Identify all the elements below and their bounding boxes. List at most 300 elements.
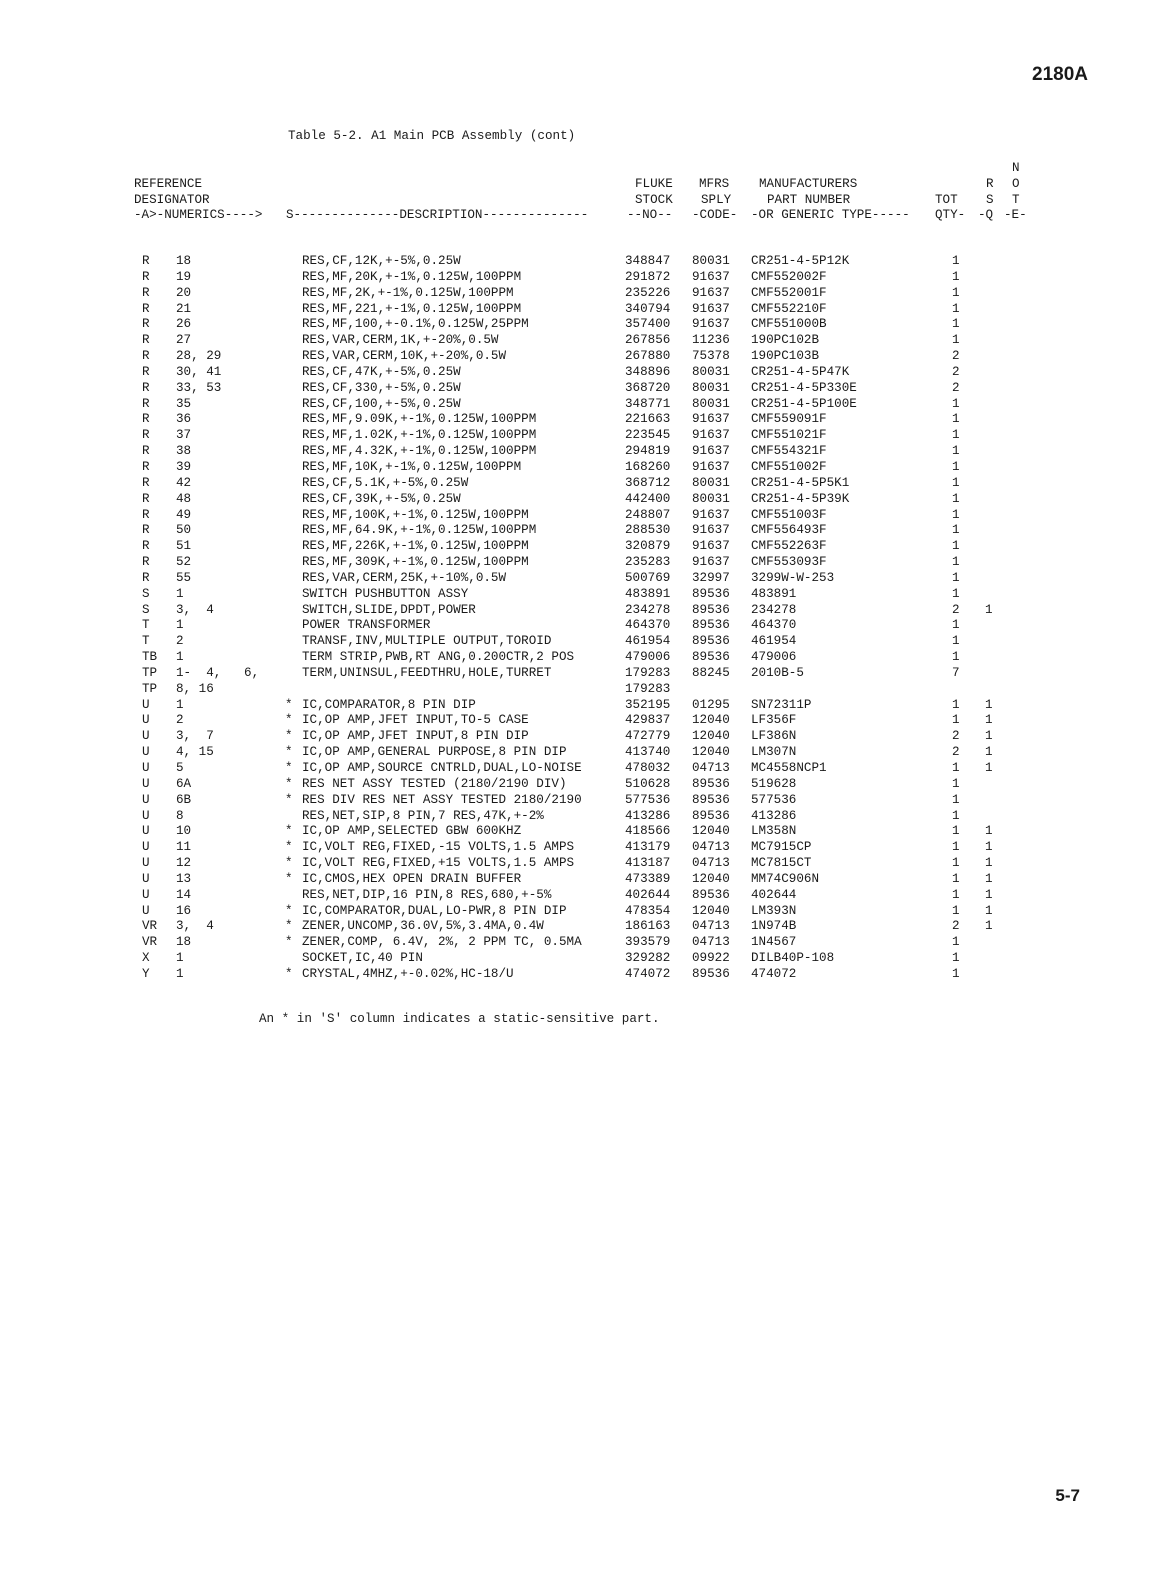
mfrs-sply-code: 75378	[692, 349, 730, 364]
mfr-part-number: 234278	[751, 602, 797, 617]
part-description: RES,MF,64.9K,+-1%,0.125W,100PPM	[302, 523, 537, 538]
part-description: RES,MF,4.32K,+-1%,0.125W,100PPM	[302, 444, 537, 459]
part-description: RES,CF,47K,+-5%,0.25W	[302, 364, 461, 379]
table-row	[0, 349, 1174, 365]
mfr-part-number: CMF553093F	[751, 555, 827, 570]
table-row	[0, 555, 1174, 571]
header-s: S	[986, 193, 994, 207]
ref-numerics: 1	[176, 650, 184, 665]
table-row	[0, 587, 1174, 603]
mfr-part-number: CMF551002F	[751, 459, 827, 474]
ref-numerics: 50	[176, 523, 192, 538]
part-description: SWITCH,SLIDE,DPDT,POWER	[302, 602, 476, 617]
static-sensitive-mark: *	[285, 776, 293, 791]
ref-designator: U	[142, 761, 150, 775]
table-row	[0, 460, 1174, 476]
part-description: IC,OP AMP,SELECTED GBW 600KHZ	[302, 824, 522, 839]
ref-numerics: 4, 15	[176, 745, 214, 760]
total-qty: 1	[952, 824, 960, 839]
ref-numerics: 1	[176, 697, 184, 712]
ref-numerics: 18	[176, 935, 192, 950]
table-row	[0, 888, 1174, 904]
ref-numerics: 35	[176, 396, 192, 411]
total-qty: 1	[952, 555, 960, 570]
part-description: RES,CF,5.1K,+-5%,0.25W	[302, 475, 469, 490]
static-sensitive-mark: *	[285, 856, 293, 871]
table-row	[0, 650, 1174, 666]
mfrs-sply-code: 80031	[692, 380, 730, 395]
ref-designator: R	[142, 539, 150, 554]
fluke-stock-no: 418566	[625, 824, 671, 839]
fluke-stock-no: 478354	[625, 903, 671, 918]
part-description: RES,MF,221,+-1%,0.125W,100PPM	[302, 301, 522, 316]
recommended-qty: 1	[985, 856, 993, 871]
ref-designator: R	[142, 285, 150, 300]
ref-designator: R	[142, 380, 150, 395]
total-qty: 1	[952, 539, 960, 554]
fluke-stock-no: 402644	[625, 887, 671, 902]
total-qty: 1	[952, 301, 960, 316]
table-row	[0, 793, 1174, 809]
mfrs-sply-code: 89536	[692, 792, 730, 807]
header-manufacturers: MANUFACTURERS	[759, 177, 858, 191]
fluke-stock-no: 267880	[625, 349, 671, 364]
mfr-part-number: 413286	[751, 808, 797, 823]
table-row	[0, 618, 1174, 634]
part-description: ZENER,COMP, 6.4V, 2%, 2 PPM TC, 0.5MA	[302, 935, 582, 950]
header-designator: DESIGNATOR	[134, 193, 210, 207]
part-description: POWER TRANSFORMER	[302, 618, 431, 633]
ref-numerics: 3, 4	[176, 919, 214, 934]
table-row	[0, 476, 1174, 492]
total-qty: 2	[952, 380, 960, 395]
mfrs-sply-code: 89536	[692, 650, 730, 665]
ref-numerics: 14	[176, 887, 192, 902]
mfr-part-number: 1N974B	[751, 919, 797, 934]
mfr-part-number: CR251-4-5P330E	[751, 380, 857, 395]
part-description: SOCKET,IC,40 PIN	[302, 951, 423, 966]
fluke-stock-no: 168260	[625, 459, 671, 474]
ref-designator: U	[142, 887, 150, 902]
ref-designator: T	[142, 634, 150, 649]
mfrs-sply-code: 80031	[692, 254, 730, 268]
part-description: RES,NET,DIP,16 PIN,8 RES,680,+-5%	[302, 887, 552, 902]
part-description: IC,OP AMP,SOURCE CNTRLD,DUAL,LO-NOISE	[302, 761, 582, 775]
ref-numerics: 55	[176, 570, 192, 585]
mfr-part-number: CR251-4-5P39K	[751, 491, 850, 506]
total-qty: 1	[952, 808, 960, 823]
mfr-part-number: 479006	[751, 650, 797, 665]
ref-numerics: 51	[176, 539, 192, 554]
mfrs-sply-code: 01295	[692, 697, 730, 712]
ref-designator: Y	[142, 966, 150, 981]
fluke-stock-no: 267856	[625, 333, 671, 348]
part-description: TRANSF,INV,MULTIPLE OUTPUT,TOROID	[302, 634, 552, 649]
total-qty: 1	[952, 333, 960, 348]
fluke-stock-no: 510628	[625, 776, 671, 791]
mfrs-sply-code: 91637	[692, 285, 730, 300]
header-tot: TOT	[935, 193, 958, 207]
ref-numerics: 26	[176, 317, 192, 332]
ref-numerics: 2	[176, 634, 184, 649]
mfr-part-number: CMF554321F	[751, 444, 827, 459]
fluke-stock-no: 348896	[625, 364, 671, 379]
table-row	[0, 935, 1174, 951]
ref-designator: U	[142, 745, 150, 760]
mfr-part-number: 2010B-5	[751, 665, 804, 680]
fluke-stock-no: 179283	[625, 681, 671, 696]
fluke-stock-no: 461954	[625, 634, 671, 649]
ref-numerics: 52	[176, 555, 192, 570]
total-qty: 1	[952, 491, 960, 506]
mfr-part-number: CMF552263F	[751, 539, 827, 554]
fluke-stock-no: 413286	[625, 808, 671, 823]
mfr-part-number: 402644	[751, 887, 797, 902]
total-qty: 2	[952, 729, 960, 744]
table-row	[0, 919, 1174, 935]
mfr-part-number: CMF551003F	[751, 507, 827, 522]
total-qty: 1	[952, 475, 960, 490]
table-row	[0, 286, 1174, 302]
fluke-stock-no: 413187	[625, 856, 671, 871]
fluke-stock-no: 320879	[625, 539, 671, 554]
ref-designator: R	[142, 254, 150, 268]
recommended-qty: 1	[985, 887, 993, 902]
ref-designator: R	[142, 523, 150, 538]
mfrs-sply-code: 91637	[692, 301, 730, 316]
part-description: CRYSTAL,4MHZ,+-0.02%,HC-18/U	[302, 966, 514, 981]
fluke-stock-no: 235283	[625, 555, 671, 570]
header-t: T	[1012, 193, 1020, 207]
mfrs-sply-code: 12040	[692, 745, 730, 760]
static-sensitive-mark: *	[285, 840, 293, 855]
mfr-part-number: LF356F	[751, 713, 797, 728]
total-qty: 1	[952, 586, 960, 601]
header-r: R	[986, 177, 994, 191]
part-description: RES,MF,226K,+-1%,0.125W,100PPM	[302, 539, 529, 554]
table-row	[0, 603, 1174, 619]
fluke-stock-no: 472779	[625, 729, 671, 744]
ref-designator: R	[142, 301, 150, 316]
ref-designator: R	[142, 333, 150, 348]
part-description: IC,OP AMP,JFET INPUT,TO-5 CASE	[302, 713, 529, 728]
ref-designator: R	[142, 555, 150, 570]
ref-numerics: 10	[176, 824, 192, 839]
ref-numerics: 1	[176, 966, 184, 981]
mfr-part-number: LM393N	[751, 903, 797, 918]
total-qty: 1	[952, 317, 960, 332]
ref-designator: R	[142, 507, 150, 522]
ref-designator: U	[142, 776, 150, 791]
mfrs-sply-code: 91637	[692, 555, 730, 570]
table-row	[0, 967, 1174, 983]
part-description: RES,CF,330,+-5%,0.25W	[302, 380, 461, 395]
fluke-stock-no: 478032	[625, 761, 671, 775]
ref-designator: TB	[142, 650, 158, 665]
ref-designator: R	[142, 570, 150, 585]
table-row	[0, 539, 1174, 555]
part-description: RES,MF,100K,+-1%,0.125W,100PPM	[302, 507, 529, 522]
mfr-part-number: CR251-4-5P100E	[751, 396, 857, 411]
mfr-part-number: 519628	[751, 776, 797, 791]
mfr-part-number: 190PC102B	[751, 333, 820, 348]
mfrs-sply-code: 12040	[692, 871, 730, 886]
table-row	[0, 856, 1174, 872]
ref-designator: VR	[142, 935, 158, 950]
part-description: RES NET ASSY TESTED (2180/2190 DIV)	[302, 776, 567, 791]
parts-list	[0, 254, 1174, 983]
mfr-part-number: CR251-4-5P5K1	[751, 475, 850, 490]
ref-numerics: 1	[176, 586, 184, 601]
total-qty: 1	[952, 570, 960, 585]
table-row	[0, 428, 1174, 444]
total-qty: 1	[952, 856, 960, 871]
ref-numerics: 1	[176, 951, 184, 966]
table-row	[0, 523, 1174, 539]
static-sensitive-mark: *	[285, 697, 293, 712]
ref-numerics: 37	[176, 428, 192, 443]
total-qty: 1	[952, 697, 960, 712]
ref-numerics: 8, 16	[176, 681, 214, 696]
part-description: RES DIV RES NET ASSY TESTED 2180/2190	[302, 792, 582, 807]
part-description: RES,VAR,CERM,25K,+-10%,0.5W	[302, 570, 507, 585]
mfr-part-number: 461954	[751, 634, 797, 649]
mfrs-sply-code: 91637	[692, 317, 730, 332]
table-row	[0, 761, 1174, 777]
ref-designator: U	[142, 792, 150, 807]
fluke-stock-no: 474072	[625, 966, 671, 981]
ref-numerics: 1	[176, 618, 184, 633]
mfr-part-number: LM307N	[751, 745, 797, 760]
fluke-stock-no: 186163	[625, 919, 671, 934]
ref-designator: S	[142, 586, 150, 601]
ref-designator: VR	[142, 919, 158, 934]
recommended-qty: 1	[985, 713, 993, 728]
total-qty: 2	[952, 364, 960, 379]
total-qty: 2	[952, 602, 960, 617]
part-description: RES,MF,1.02K,+-1%,0.125W,100PPM	[302, 428, 537, 443]
mfr-part-number: CMF552001F	[751, 285, 827, 300]
mfrs-sply-code: 80031	[692, 491, 730, 506]
total-qty: 1	[952, 650, 960, 665]
mfr-part-number: CMF559091F	[751, 412, 827, 427]
mfrs-sply-code: 89536	[692, 887, 730, 902]
static-sensitive-footnote: An * in 'S' column indicates a static-sensitive part.	[259, 1012, 660, 1026]
fluke-stock-no: 473389	[625, 871, 671, 886]
total-qty: 1	[952, 254, 960, 268]
part-description: IC,OP AMP,GENERAL PURPOSE,8 PIN DIP	[302, 745, 567, 760]
ref-designator: U	[142, 729, 150, 744]
ref-designator: R	[142, 475, 150, 490]
mfr-part-number: MC4558NCP1	[751, 761, 827, 775]
table-row	[0, 745, 1174, 761]
mfrs-sply-code: 89536	[692, 602, 730, 617]
ref-numerics: 42	[176, 475, 192, 490]
header-q: -Q	[978, 208, 994, 222]
mfr-part-number: CR251-4-5P47K	[751, 364, 850, 379]
ref-numerics: 38	[176, 444, 192, 459]
mfrs-sply-code: 89536	[692, 634, 730, 649]
header-o: O	[1012, 177, 1020, 191]
mfrs-sply-code: 09922	[692, 951, 730, 966]
fluke-stock-no: 340794	[625, 301, 671, 316]
total-qty: 1	[952, 285, 960, 300]
fluke-stock-no: 235226	[625, 285, 671, 300]
total-qty: 1	[952, 713, 960, 728]
ref-designator: R	[142, 269, 150, 284]
table-row	[0, 872, 1174, 888]
mfr-part-number: 1N4567	[751, 935, 797, 950]
part-description: IC,OP AMP,JFET INPUT,8 PIN DIP	[302, 729, 529, 744]
page-id: 2180A	[1032, 64, 1088, 85]
fluke-stock-no: 479006	[625, 650, 671, 665]
ref-numerics: 16	[176, 903, 192, 918]
mfrs-sply-code: 91637	[692, 444, 730, 459]
part-description: IC,COMPARATOR,8 PIN DIP	[302, 697, 476, 712]
mfrs-sply-code: 04713	[692, 840, 730, 855]
mfrs-sply-code: 91637	[692, 507, 730, 522]
recommended-qty: 1	[985, 919, 993, 934]
part-description: SWITCH PUSHBUTTON ASSY	[302, 586, 469, 601]
recommended-qty: 1	[985, 761, 993, 775]
mfrs-sply-code: 32997	[692, 570, 730, 585]
mfrs-sply-code: 12040	[692, 903, 730, 918]
fluke-stock-no: 442400	[625, 491, 671, 506]
static-sensitive-mark: *	[285, 871, 293, 886]
ref-designator: R	[142, 412, 150, 427]
ref-numerics: 30, 41	[176, 364, 222, 379]
fluke-stock-no: 413740	[625, 745, 671, 760]
table-row	[0, 840, 1174, 856]
table-row	[0, 333, 1174, 349]
ref-designator: U	[142, 871, 150, 886]
ref-designator: S	[142, 602, 150, 617]
table-row	[0, 317, 1174, 333]
fluke-stock-no: 357400	[625, 317, 671, 332]
table-row	[0, 508, 1174, 524]
total-qty: 2	[952, 745, 960, 760]
header-numerics: -A>-NUMERICS---->	[134, 208, 263, 222]
mfr-part-number: LM358N	[751, 824, 797, 839]
part-description: TERM STRIP,PWB,RT ANG,0.200CTR,2 POS	[302, 650, 575, 665]
part-description: RES,MF,10K,+-1%,0.125W,100PPM	[302, 459, 522, 474]
table-row	[0, 444, 1174, 460]
mfr-part-number: SN72311P	[751, 697, 812, 712]
table-row	[0, 951, 1174, 967]
ref-designator: TP	[142, 665, 158, 680]
mfr-part-number: MC7915CP	[751, 840, 812, 855]
static-sensitive-mark: *	[285, 919, 293, 934]
total-qty: 1	[952, 935, 960, 950]
mfrs-sply-code: 91637	[692, 523, 730, 538]
header-fluke: FLUKE	[635, 177, 673, 191]
total-qty: 1	[952, 507, 960, 522]
ref-designator: X	[142, 951, 150, 966]
ref-designator: U	[142, 713, 150, 728]
mfr-part-number: CR251-4-5P12K	[751, 254, 850, 268]
mfrs-sply-code: 89536	[692, 586, 730, 601]
table-row	[0, 682, 1174, 698]
part-description: RES,CF,39K,+-5%,0.25W	[302, 491, 461, 506]
total-qty: 1	[952, 951, 960, 966]
table-row	[0, 809, 1174, 825]
table-row	[0, 302, 1174, 318]
ref-designator: U	[142, 824, 150, 839]
total-qty: 1	[952, 792, 960, 807]
mfrs-sply-code: 04713	[692, 856, 730, 871]
part-description: TERM,UNINSUL,FEEDTHRU,HOLE,TURRET	[302, 665, 552, 680]
header-reference: REFERENCE	[134, 177, 203, 191]
fluke-stock-no: 352195	[625, 697, 671, 712]
fluke-stock-no: 429837	[625, 713, 671, 728]
ref-numerics: 27	[176, 333, 192, 348]
ref-numerics: 12	[176, 856, 192, 871]
ref-designator: R	[142, 396, 150, 411]
mfr-part-number: 464370	[751, 618, 797, 633]
fluke-stock-no: 368712	[625, 475, 671, 490]
recommended-qty: 1	[985, 871, 993, 886]
fluke-stock-no: 291872	[625, 269, 671, 284]
fluke-stock-no: 483891	[625, 586, 671, 601]
mfr-part-number: LF386N	[751, 729, 797, 744]
ref-designator: U	[142, 903, 150, 918]
fluke-stock-no: 234278	[625, 602, 671, 617]
ref-numerics: 19	[176, 269, 192, 284]
fluke-stock-no: 577536	[625, 792, 671, 807]
total-qty: 1	[952, 903, 960, 918]
header-no: --NO--	[627, 208, 673, 222]
mfrs-sply-code: 91637	[692, 412, 730, 427]
table-row	[0, 777, 1174, 793]
mfr-part-number: CMF551000B	[751, 317, 827, 332]
part-description: RES,MF,9.09K,+-1%,0.125W,100PPM	[302, 412, 537, 427]
total-qty: 1	[952, 444, 960, 459]
ref-designator: R	[142, 364, 150, 379]
total-qty: 1	[952, 634, 960, 649]
fluke-stock-no: 294819	[625, 444, 671, 459]
table-row	[0, 904, 1174, 920]
fluke-stock-no: 223545	[625, 428, 671, 443]
mfrs-sply-code: 89536	[692, 618, 730, 633]
fluke-stock-no: 221663	[625, 412, 671, 427]
table-row	[0, 824, 1174, 840]
part-description: RES,MF,100,+-0.1%,0.125W,25PPM	[302, 317, 529, 332]
mfrs-sply-code: 11236	[692, 333, 730, 348]
mfrs-sply-code: 89536	[692, 776, 730, 791]
ref-numerics: 5	[176, 761, 184, 775]
ref-numerics: 8	[176, 808, 184, 823]
table-header	[0, 0, 1174, 230]
fluke-stock-no: 368720	[625, 380, 671, 395]
mfr-part-number: CMF552210F	[751, 301, 827, 316]
ref-numerics: 36	[176, 412, 192, 427]
table-row	[0, 381, 1174, 397]
header-e: -E-	[1004, 208, 1027, 222]
total-qty: 1	[952, 459, 960, 474]
table-row	[0, 666, 1174, 682]
mfrs-sply-code: 91637	[692, 269, 730, 284]
ref-designator: T	[142, 618, 150, 633]
ref-designator: R	[142, 428, 150, 443]
mfrs-sply-code: 04713	[692, 935, 730, 950]
fluke-stock-no: 464370	[625, 618, 671, 633]
mfr-part-number: 483891	[751, 586, 797, 601]
mfr-part-number: 474072	[751, 966, 797, 981]
mfr-part-number: MM74C906N	[751, 871, 820, 886]
header-part-number: PART NUMBER	[767, 193, 851, 207]
static-sensitive-mark: *	[285, 966, 293, 981]
fluke-stock-no: 348771	[625, 396, 671, 411]
